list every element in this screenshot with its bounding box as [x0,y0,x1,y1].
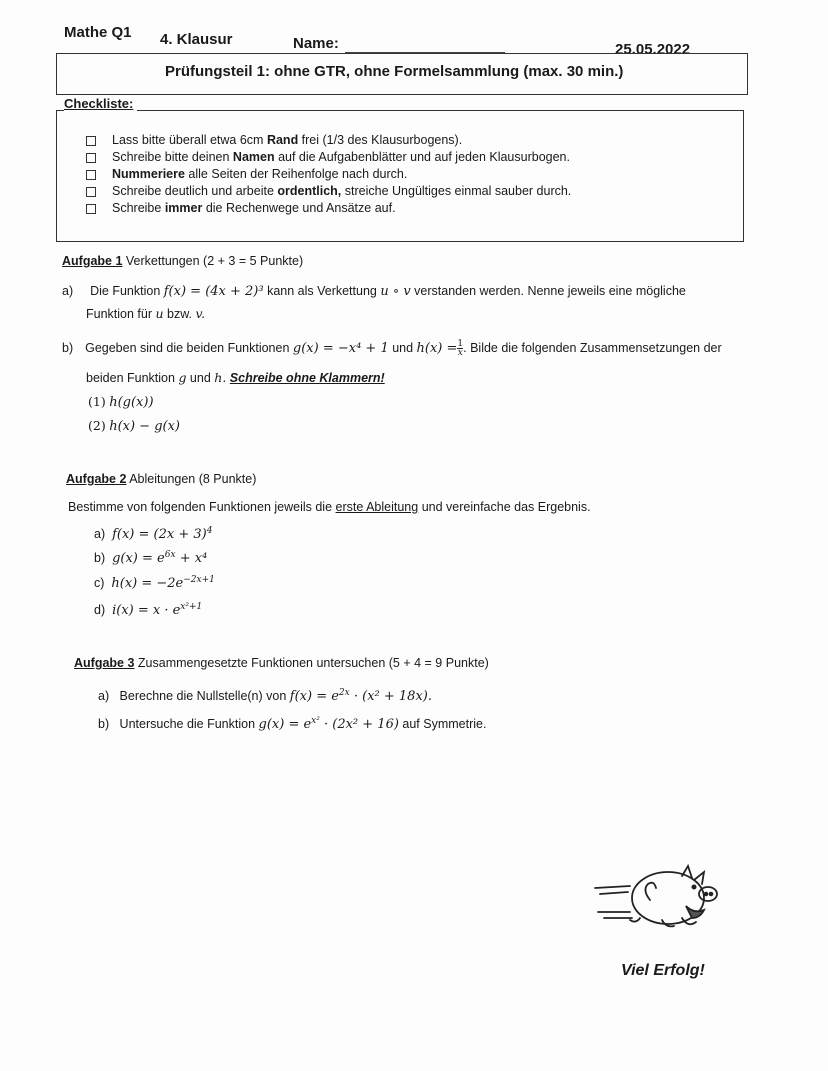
fraction-numerator: 1 [457,339,464,349]
formula: v. [195,306,206,321]
checklist-item [86,201,571,218]
checklist-title: Checkliste: [64,96,137,111]
formula: h. [214,370,227,385]
formula: g(x) = −x⁴ + 1 [292,340,389,356]
name-label: Name: [293,35,339,52]
task2-item [94,526,212,542]
part-title-box [56,53,748,95]
task-text: und [388,340,417,355]
task-letter: b) [98,717,110,732]
checklist-item [86,133,571,150]
task-letter: d) [94,603,106,618]
checklist-text: streiche Ungültiges einmal sauber durch. [341,184,572,198]
task1-a-line2 [86,306,205,321]
task1-heading [62,254,303,268]
checklist-text: Schreibe deutlich und arbeite [112,184,278,198]
checklist-text: auf die Aufgabenblätter und auf jeden Klausurbogen. [274,150,570,164]
task-text: Untersuche die Funktion [119,717,259,732]
checklist-text: Schreibe [112,201,165,215]
checklist-text: alle Seiten der Reihenfolge nach durch. [184,167,408,181]
formula: x · e [152,603,181,619]
task-text: Gegeben sind die beiden Funktionen [85,340,293,355]
checklist-bold: Rand [266,133,299,147]
checklist-text: die Rechenwege und Ansätze auf. [202,201,396,215]
checklist-text: Lass bitte überall etwa 6cm [112,133,267,147]
task-text: Berechne die Nullstelle(n) von [119,689,290,704]
formula: f(x) = [112,527,154,543]
formula: g(x) = [112,551,158,567]
task-text: beiden Funktion [86,371,179,385]
task-letter: c) [94,576,105,591]
formula: + x⁴ [175,551,208,567]
fraction-denominator: x [457,348,463,358]
task3-a [98,688,432,704]
task1-a [62,284,686,299]
formula: · (x² + 18x). [349,689,432,705]
checkbox-icon[interactable] [86,136,96,146]
formula: f(x) = e [289,689,339,705]
checklist-item [86,184,571,201]
part-title: Prüfungsteil 1: ohne GTR, ohne Formelsammlung (max. 30 min.) [165,63,624,80]
pig-illustration [590,860,730,940]
item-number: (1) [88,394,106,409]
checkbox-icon[interactable] [86,204,96,214]
task-letter: b) [94,551,106,566]
task-text: auf Symmetrie. [398,717,487,732]
checkbox-icon[interactable] [86,187,96,197]
exponent: x² [311,716,320,726]
exponent: 4 [206,526,213,536]
task-letter: a) [98,689,110,704]
task3-label: Aufgabe 3 [74,656,135,670]
checklist-item [86,150,571,167]
formula: e [157,551,165,567]
formula: −2e [156,576,184,592]
formula: i(x) = [112,603,153,619]
task-text: verstanden werden. Nenne jeweils eine mögliche [410,284,686,298]
task3-title: Zusammengesetzte Funktionen untersuchen (5 + 4 = 9 Punkte) [134,656,489,670]
task3-heading [74,656,489,670]
task-text: Die Funktion [90,284,164,298]
checkbox-icon[interactable] [86,153,96,163]
formula: h(x) − g(x) [109,419,181,434]
checklist [86,133,571,218]
task1-b-item [88,418,180,434]
exponent: 6x [164,550,176,560]
task1-title: Verkettungen (2 + 3 = 5 Punkte) [122,254,304,268]
task-letter: b) [62,340,74,355]
instruction: Schreibe ohne Klammern! [229,371,385,385]
formula: (2x + 3) [153,527,207,543]
formula: u ∘ v [380,284,411,299]
task2-intro [68,500,591,514]
formula: u [155,306,164,321]
task2-item [94,602,202,618]
good-luck-text: Viel Erfolg! [621,962,705,979]
formula: · (2x² + 16) [319,717,399,733]
task-text: und [186,371,215,385]
checklist-bold: immer [164,201,203,215]
formula: h(x) = [111,576,157,592]
task-text: . Bilde die folgenden Zusammensetzungen der [463,340,722,355]
task1-b-item [88,394,154,410]
checklist-bold: Namen [232,150,275,164]
checklist-text: frei (1/3 des Klausurbogens). [298,133,463,147]
course-label: Mathe Q1 [64,24,132,41]
checklist-bold: Nummeriere [112,167,185,181]
task-letter: a) [94,527,106,542]
task1-b [62,340,722,357]
task-text: kann als Verkettung [263,284,381,298]
formula: g(x) = e [258,717,312,733]
task2-item [94,550,207,566]
formula: h(x) = [416,340,458,356]
task2-label: Aufgabe 2 [66,472,127,486]
task-text: Funktion für [86,307,156,321]
task-text: Bestimme von folgenden Funktionen jeweils die [68,500,336,514]
formula: h(g(x)) [109,395,154,410]
task2-item [94,575,215,591]
task1-b-line2 [86,370,385,385]
checklist-text: Schreibe bitte deinen [112,150,233,164]
checklist-item [86,167,571,184]
checkbox-icon[interactable] [86,170,96,180]
exam-label: 4. Klausur [160,31,233,48]
task-text: und vereinfache das Ergebnis. [418,500,591,514]
exponent: 2x [338,688,350,698]
exponent: −2x+1 [183,575,215,585]
task-text: bzw. [163,307,196,321]
task1-label: Aufgabe 1 [62,254,123,268]
task-letter: a) [62,284,74,298]
item-number: (2) [88,418,106,433]
task2-title: Ableitungen (8 Punkte) [126,472,257,486]
task2-heading [66,472,256,486]
checklist-bold: ordentlich, [277,184,342,198]
exam-date: 25.05.2022 [615,41,691,58]
formula: f(x) = (4x + 2)³ [163,284,264,299]
exponent: x²+1 [180,602,203,612]
task3-b [98,716,486,732]
formula: g [178,370,187,385]
underlined-text: erste Ableitung [335,500,419,514]
